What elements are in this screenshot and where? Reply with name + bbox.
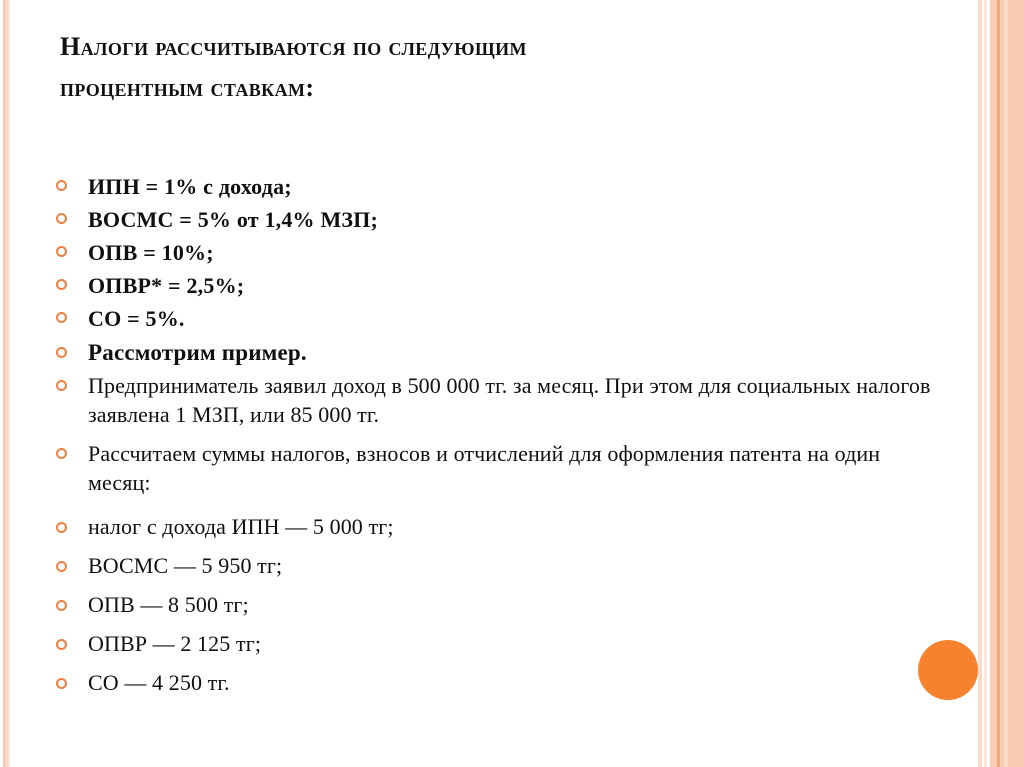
ring-glyph: [56, 639, 67, 650]
left-stripe-2: [8, 0, 10, 767]
ring-glyph: [56, 213, 67, 224]
bullet-item: [56, 624, 936, 663]
right-stripe-5: [1004, 0, 1008, 767]
bullet-item: [56, 302, 936, 335]
bullet-ring-icon: [56, 269, 88, 290]
bullet-item-label: налог с дохода ИПН — 5 000 тг;: [88, 514, 394, 539]
bullet-item-label: ОПВ = 10%;: [88, 240, 214, 265]
ring-glyph: [56, 561, 67, 572]
bullet-item: [56, 507, 936, 546]
ring-glyph: [56, 600, 67, 611]
right-stripe-1: [984, 0, 987, 767]
bullet-item-label: ВОСМС — 5 950 тг;: [88, 553, 283, 578]
ring-glyph: [56, 347, 67, 358]
bullet-ring-icon: [56, 170, 88, 191]
bullet-item: [56, 269, 936, 302]
bullet-item: [56, 439, 936, 497]
ring-glyph: [56, 380, 67, 391]
bullet-item: [56, 371, 936, 429]
bullet-ring-icon: [56, 302, 88, 323]
left-stripe-1: [5, 0, 8, 767]
bullet-item: [56, 546, 936, 585]
bullet-ring-icon: [56, 236, 88, 257]
bullet-ring-icon: [56, 585, 88, 611]
bullet-ring-icon: [56, 203, 88, 224]
ring-glyph: [56, 180, 67, 191]
bullet-ring-icon: [56, 335, 88, 358]
bullet-item-label: ОПВ — 8 500 тг;: [88, 592, 249, 617]
bullet-item: [56, 335, 936, 371]
bullet-item: [56, 170, 936, 203]
bullet-ring-icon: [56, 546, 88, 572]
ring-glyph: [56, 246, 67, 257]
ring-glyph: [56, 448, 67, 459]
left-stripe-0: [3, 0, 5, 767]
ring-glyph: [56, 279, 67, 290]
bullet-item: [56, 585, 936, 624]
bullet-item-label: ИПН = 1% с дохода;: [88, 174, 292, 199]
bullet-list: [56, 170, 936, 702]
ring-glyph: [56, 522, 67, 533]
bullet-ring-icon: [56, 371, 88, 391]
bullet-item: [56, 203, 936, 236]
bullet-item-label: СО = 5%.: [88, 306, 185, 331]
bullet-item-label: Предприниматель заявил доход в 500 000 тг. за месяц. При этом для социальных налогов заявлена 1 МЗП, или 85 000 тг.: [88, 373, 931, 427]
slide-title: [60, 26, 890, 108]
right-stripe-2: [990, 0, 997, 767]
ring-glyph: [56, 678, 67, 689]
bullet-item-label: ОПВР* = 2,5%;: [88, 273, 245, 298]
bullet-item-label: Рассмотрим пример.: [88, 340, 307, 365]
right-stripe-3: [997, 0, 1000, 767]
bullet-ring-icon: [56, 663, 88, 689]
bullet-ring-icon: [56, 507, 88, 533]
bullet-ring-icon: [56, 624, 88, 650]
slide-title-line-1: Налоги рассчитываются по следующим: [60, 32, 527, 61]
bullet-item: [56, 236, 936, 269]
right-stripe-4: [1000, 0, 1004, 767]
bullet-item-label: ВОСМС = 5% от 1,4% МЗП;: [88, 207, 379, 232]
bullet-item: [56, 663, 936, 702]
bullet-item-label: ОПВР — 2 125 тг;: [88, 631, 262, 656]
right-stripe-6: [1008, 0, 1024, 767]
right-stripe-0: [978, 0, 982, 767]
ring-glyph: [56, 312, 67, 323]
slide-title-line-2: процентным ставкам:: [60, 73, 315, 102]
bullet-item-label: Рассчитаем суммы налогов, взносов и отчислений для оформления патента на один месяц:: [88, 441, 881, 495]
bullet-item-label: СО — 4 250 тг.: [88, 670, 230, 695]
bullet-ring-icon: [56, 439, 88, 459]
